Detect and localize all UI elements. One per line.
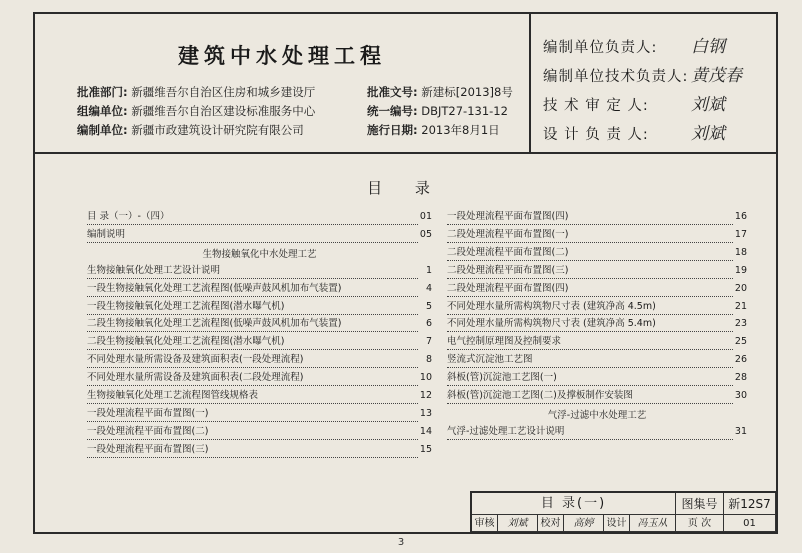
toc-entry[interactable] <box>87 353 432 367</box>
effective-date-label: 施行日期: <box>367 123 418 137</box>
header-info-block <box>35 14 531 154</box>
toc-entry[interactable] <box>87 228 432 242</box>
toc-entry-page: 15 <box>419 444 432 455</box>
toc-entry-page: 1 <box>425 265 432 276</box>
toc-entry[interactable] <box>87 282 432 296</box>
toc-entry[interactable] <box>87 407 432 421</box>
toc-entry[interactable] <box>447 300 747 314</box>
toc-entry-page: 4 <box>425 283 432 294</box>
review-signature: 刘斌 <box>498 515 538 532</box>
toc-entry-title: 不同处理水量所需构筑物尺寸表 (建筑净高 5.4m) <box>447 318 656 329</box>
toc-entry[interactable] <box>447 210 747 224</box>
signature-row <box>543 36 725 57</box>
toc-entry-page: 16 <box>734 211 747 222</box>
toc-entry-title: 不同处理水量所需构筑物尺寸表 (建筑净高 4.5m) <box>447 301 656 312</box>
toc-entry[interactable] <box>87 264 432 278</box>
toc-entry-page: 7 <box>425 336 432 347</box>
signature-name: 白钢 <box>691 37 725 57</box>
title-block <box>470 491 776 532</box>
toc-entry-page: 01 <box>419 211 432 222</box>
title-block-name: 目 录(一) <box>472 493 676 515</box>
toc-entry[interactable] <box>87 210 432 224</box>
page-title: 建筑中水处理工程 <box>178 43 386 68</box>
toc-entry-page: 23 <box>734 318 747 329</box>
toc-entry[interactable] <box>447 389 747 403</box>
toc-entry-title: 一段生物接触氧化处理工艺流程图(潜水曝气机) <box>87 301 285 312</box>
toc-entry-title: 二段处理流程平面布置图(四) <box>447 283 569 294</box>
toc-entry-page: 25 <box>734 336 747 347</box>
toc-entry-page: 6 <box>425 318 432 329</box>
org-unit-value: 新疆维吾尔自治区建设标准服务中心 <box>131 104 316 118</box>
toc-entry-title: 目 录（一）-（四） <box>87 211 170 222</box>
toc-entry-title: 二段处理流程平面布置图(三) <box>447 265 569 276</box>
signature-row <box>543 123 725 144</box>
approve-doc-group <box>367 84 513 100</box>
unified-no-label: 统一编号: <box>367 104 418 118</box>
approve-doc-label: 批准文号: <box>367 85 418 99</box>
toc-entry-page: 12 <box>419 390 432 401</box>
toc-entry[interactable] <box>447 371 747 385</box>
toc-entry[interactable] <box>87 335 432 349</box>
approve-doc-value: 新建标[2013]8号 <box>421 85 513 99</box>
toc-entry[interactable] <box>447 353 747 367</box>
toc-leader-dots <box>87 228 418 243</box>
toc-entry[interactable] <box>87 425 432 439</box>
toc-entry[interactable] <box>447 264 747 278</box>
toc-entry-page: 19 <box>734 265 747 276</box>
toc-entry[interactable] <box>447 228 747 242</box>
toc-section-heading: 生物接触氧化中水处理工艺 <box>202 249 317 260</box>
toc-entry-title: 一段生物接触氧化处理工艺流程图(低噪声鼓风机加布气装置) <box>87 283 342 294</box>
toc-heading: 目 录 <box>367 179 444 197</box>
toc-entry-page: 5 <box>425 301 432 312</box>
toc-entry-page: 8 <box>425 354 432 365</box>
toc-entry-page: 20 <box>734 283 747 294</box>
toc-entry[interactable] <box>87 389 432 403</box>
signature-block <box>531 14 776 154</box>
toc-entry-title: 竖流式沉淀池工艺图 <box>447 354 533 365</box>
toc-entry[interactable] <box>87 317 432 331</box>
check-signature: 高婷 <box>564 515 604 532</box>
toc-entry-title: 不同处理水量所需设备及建筑面积表(一段处理流程) <box>87 354 304 365</box>
compile-unit-value: 新疆市政建筑设计研究院有限公司 <box>131 123 304 137</box>
toc-entry-page: 14 <box>419 426 432 437</box>
toc-entry-page: 30 <box>734 390 747 401</box>
signature-label: 编制单位负责人: <box>543 40 658 56</box>
toc-entry-page: 18 <box>734 247 747 258</box>
toc-entry[interactable] <box>447 335 747 349</box>
toc-entry[interactable] <box>447 282 747 296</box>
approve-dept-label: 批准部门: <box>77 85 128 99</box>
unified-no-group <box>367 103 508 119</box>
meta-row-org <box>77 103 508 119</box>
meta-row-approval <box>77 84 513 100</box>
toc-entry-title: 二段生物接触氧化处理工艺流程图(低噪声鼓风机加布气装置) <box>87 318 342 329</box>
meta-row-compile <box>77 122 500 138</box>
toc-entry-title: 二段处理流程平面布置图(一) <box>447 229 569 240</box>
toc-entry[interactable] <box>447 317 747 331</box>
toc-entry-page: 28 <box>734 372 747 383</box>
signature-name: 黄茂春 <box>691 66 742 86</box>
atlas-no-label: 图集号 <box>676 493 724 515</box>
toc-entry-title: 一段处理流程平面布置图(四) <box>447 211 569 222</box>
toc-entry-page: 17 <box>734 229 747 240</box>
signature-name: 刘斌 <box>691 95 725 115</box>
atlas-no-value: 新12S7 <box>724 493 776 515</box>
toc-entry-page: 05 <box>419 229 432 240</box>
unified-no-value: DBJT27-131-12 <box>421 104 508 118</box>
signature-label: 技 术 审 定 人: <box>543 98 649 114</box>
toc-entry-title: 电气控制原理图及控制要求 <box>447 336 562 347</box>
drawing-frame <box>33 12 778 534</box>
approve-dept-value: 新疆维吾尔自治区住房和城乡建设厅 <box>131 85 316 99</box>
org-unit-label: 组编单位: <box>77 104 128 118</box>
toc-entry[interactable] <box>87 300 432 314</box>
effective-date-value: 2013年8月1日 <box>421 123 500 137</box>
page-number: 3 <box>397 537 405 548</box>
toc-entry-page: 31 <box>734 426 747 437</box>
toc-entry-title: 斜板(管)沉淀池工艺图(二)及撑板制作安装图 <box>447 390 633 401</box>
toc-entry-title: 生物接触氧化处理工艺流程图管线规格表 <box>87 390 259 401</box>
toc-entry-title: 气浮-过滤处理工艺设计说明 <box>447 426 565 437</box>
review-label: 审核 <box>472 515 498 532</box>
toc-entry[interactable] <box>87 371 432 385</box>
compile-unit-label: 编制单位: <box>77 123 128 137</box>
toc-entry-title: 斜板(管)沉淀池工艺图(一) <box>447 372 557 383</box>
toc-section-heading: 气浮-过滤中水处理工艺 <box>547 410 647 421</box>
toc-entry[interactable] <box>447 246 747 260</box>
toc-entry-page: 26 <box>734 354 747 365</box>
toc-entry-title: 生物接触氧化处理工艺设计说明 <box>87 265 221 276</box>
toc-entry-title: 不同处理水量所需设备及建筑面积表(二段处理流程) <box>87 372 304 383</box>
toc-entry-page: 10 <box>419 372 432 383</box>
toc-entry-page: 21 <box>734 301 747 312</box>
toc-entry-title: 编制说明 <box>87 229 126 240</box>
toc-entry[interactable] <box>87 443 432 457</box>
design-label: 设计 <box>604 515 630 532</box>
toc-entry-page: 13 <box>419 408 432 419</box>
design-signature: 冯玉从 <box>630 515 676 532</box>
signature-label: 设 计 负 责 人: <box>543 127 649 143</box>
toc-entry-title: 一段处理流程平面布置图(一) <box>87 408 209 419</box>
signature-row <box>543 94 725 115</box>
effective-date-group <box>367 122 500 138</box>
toc-entry[interactable] <box>447 425 747 439</box>
toc-entry-title: 一段处理流程平面布置图(三) <box>87 444 209 455</box>
page-index-label: 页 次 <box>676 515 724 532</box>
toc-entry-title: 二段生物接触氧化处理工艺流程图(潜水曝气机) <box>87 336 285 347</box>
page-index-value: 01 <box>724 515 776 532</box>
check-label: 校对 <box>538 515 564 532</box>
toc-entry-title: 一段处理流程平面布置图(二) <box>87 426 209 437</box>
signature-name: 刘斌 <box>691 124 725 144</box>
signature-label: 编制单位技术负责人: <box>543 69 689 85</box>
toc-entry-title: 二段处理流程平面布置图(二) <box>447 247 569 258</box>
signature-row <box>543 65 742 86</box>
